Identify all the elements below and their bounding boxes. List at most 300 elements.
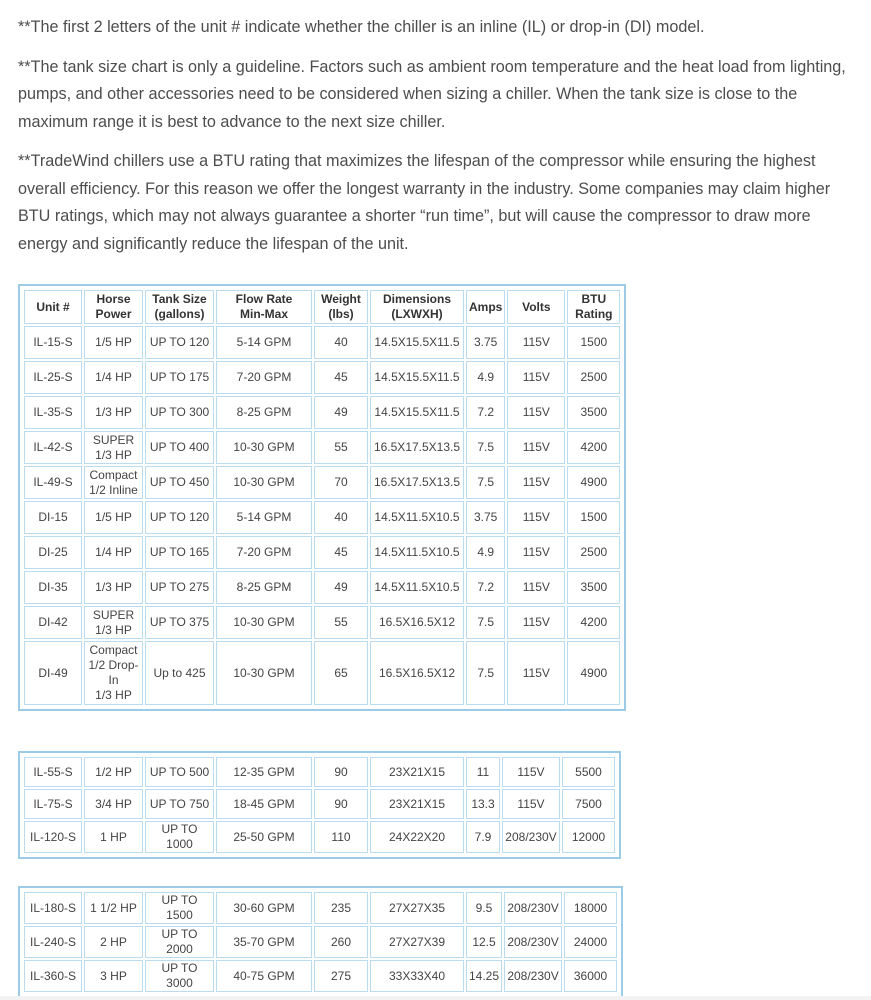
header-volts-text: Volts xyxy=(522,299,551,314)
cell-amps xyxy=(466,431,505,464)
header-horse-power-text: Power xyxy=(95,307,132,321)
cell-amps-text: 7.2 xyxy=(477,580,495,594)
table-row xyxy=(24,789,615,819)
cell-unit xyxy=(24,361,82,394)
cell-unit xyxy=(24,326,82,359)
cell-tank-size-text: UP TO 275 xyxy=(149,580,210,594)
cell-dimensions-text: 16.5X17.5X13.5 xyxy=(373,440,461,454)
cell-tank-size-text: UP TO 165 xyxy=(149,545,210,559)
cell-amps xyxy=(466,960,502,992)
cell-dimensions xyxy=(370,757,464,787)
cell-dimensions-text: 16.5X16.5X12 xyxy=(378,665,456,680)
cell-flow-rate-text: 10-30 GPM xyxy=(233,475,295,489)
cell-tank-size-text: UP TO 450 xyxy=(149,475,210,489)
header-btu-rating-text: BTU xyxy=(581,292,607,306)
cell-weight xyxy=(314,536,368,569)
cell-volts xyxy=(507,571,565,604)
cell-unit-text: DI-42 xyxy=(38,615,68,629)
cell-horse-power-text: 2 HP xyxy=(100,934,127,949)
cell-flow-rate xyxy=(216,960,312,992)
chiller-table-medium xyxy=(18,751,621,859)
cell-btu-rating-text: 1500 xyxy=(580,510,608,524)
cell-unit-text: IL-240-S xyxy=(29,934,77,949)
cell-btu-rating-text: 3500 xyxy=(580,580,608,594)
header-unit xyxy=(24,290,82,324)
cell-flow-rate xyxy=(216,326,312,359)
cell-flow-rate-text: 5-14 GPM xyxy=(236,335,292,349)
cell-amps xyxy=(466,536,505,569)
cell-dimensions xyxy=(370,536,464,569)
table-row xyxy=(24,361,620,394)
cell-weight xyxy=(314,571,368,604)
cell-amps xyxy=(466,892,502,924)
cell-flow-rate-text: 10-30 GPM xyxy=(233,615,295,629)
cell-dimensions xyxy=(370,501,464,534)
cell-flow-rate-text: 7-20 GPM xyxy=(236,545,292,559)
header-unit-text: Unit # xyxy=(36,299,70,314)
cell-weight xyxy=(314,926,368,958)
cell-horse-power xyxy=(84,326,143,359)
cell-amps-text: 7.9 xyxy=(474,829,492,844)
header-weight-text: Weight xyxy=(321,292,361,306)
spec-table-1 xyxy=(22,288,622,707)
cell-dimensions-text: 14.5X11.5X10.5 xyxy=(374,545,460,559)
cell-horse-power-text: Compact xyxy=(89,643,138,657)
header-flow-rate-text: Min-Max xyxy=(240,307,288,321)
cell-dimensions-text: 14.5X11.5X10.5 xyxy=(374,580,460,594)
cell-dimensions xyxy=(370,821,464,853)
cell-dimensions-text: 14.5X15.5X11.5 xyxy=(374,335,460,349)
cell-weight xyxy=(314,606,368,639)
cell-weight-text: 70 xyxy=(334,475,348,489)
cell-horse-power xyxy=(84,501,143,534)
cell-amps-text: 7.2 xyxy=(477,405,495,419)
table-row xyxy=(24,757,615,787)
cell-horse-power-text: 1/3 HP xyxy=(95,688,132,702)
cell-volts-text: 115V xyxy=(522,665,550,680)
cell-btu-rating-text: 36000 xyxy=(573,968,608,983)
cell-btu-rating-text: 12000 xyxy=(571,829,606,844)
cell-volts-text: 115V xyxy=(522,510,550,524)
cell-amps-text: 14.25 xyxy=(469,968,500,983)
cell-amps-text: 7.5 xyxy=(477,615,495,629)
cell-weight xyxy=(314,892,368,924)
cell-amps xyxy=(466,361,505,394)
cell-amps xyxy=(466,821,500,853)
cell-btu-rating xyxy=(567,396,620,429)
cell-amps-text: 4.9 xyxy=(477,545,495,559)
cell-dimensions xyxy=(370,571,464,604)
cell-dimensions xyxy=(370,789,464,819)
header-btu-rating-text: Rating xyxy=(575,307,613,321)
cell-weight xyxy=(314,757,368,787)
cell-weight-text: 49 xyxy=(334,580,348,594)
cell-amps xyxy=(466,396,505,429)
note-tank-size: **The tank size chart is only a guideline. Factors such as ambient room temperature and the heat load from lighting, pumps, and other accessories need to be considered when sizing a chiller. When the tank size is close to the maximum range it is best to advance to the next size chiller. xyxy=(18,57,846,131)
cell-horse-power xyxy=(84,926,143,958)
header-tank-size-text: Tank Size xyxy=(152,292,207,306)
cell-weight-text: 110 xyxy=(331,829,351,844)
cell-horse-power xyxy=(84,757,143,787)
cell-tank-size-text: UP TO 300 xyxy=(149,405,210,419)
cell-unit-text: IL-120-S xyxy=(29,829,77,844)
spec-table-3 xyxy=(22,890,619,994)
cell-volts xyxy=(507,361,565,394)
cell-weight xyxy=(314,361,368,394)
cell-flow-rate-text: 30-60 GPM xyxy=(233,900,295,915)
header-volts xyxy=(507,290,565,324)
cell-unit xyxy=(24,571,82,604)
cell-unit xyxy=(24,466,82,499)
cell-dimensions xyxy=(370,466,464,499)
cell-tank-size xyxy=(145,926,214,958)
cell-horse-power xyxy=(84,641,143,705)
cell-btu-rating-text: 7500 xyxy=(575,796,602,811)
cell-horse-power xyxy=(84,466,143,499)
cell-weight xyxy=(314,466,368,499)
cell-dimensions-text: 16.5X16.5X12 xyxy=(378,615,456,629)
header-flow-rate xyxy=(216,290,312,324)
cell-flow-rate-text: 7-20 GPM xyxy=(236,370,292,384)
cell-weight-text: 90 xyxy=(334,764,348,779)
cell-btu-rating xyxy=(567,431,620,464)
cell-amps xyxy=(466,326,505,359)
table-row xyxy=(24,396,620,429)
cell-unit xyxy=(24,536,82,569)
cell-volts-text: 115V xyxy=(522,405,550,419)
cell-amps xyxy=(466,571,505,604)
cell-flow-rate-text: 18-45 GPM xyxy=(233,796,295,811)
cell-dimensions xyxy=(370,926,464,958)
cell-flow-rate xyxy=(216,789,312,819)
notes-section xyxy=(18,14,848,270)
cell-horse-power-text: 1/2 Drop- xyxy=(88,658,139,672)
cell-amps xyxy=(466,606,505,639)
table-row xyxy=(24,641,620,705)
cell-flow-rate-text: 8-25 GPM xyxy=(236,580,292,594)
chiller-table-small xyxy=(18,284,626,711)
cell-tank-size xyxy=(145,396,214,429)
header-flow-rate-text: Flow Rate xyxy=(235,292,293,306)
table-row xyxy=(24,821,615,853)
cell-amps-text: 7.5 xyxy=(477,440,495,454)
cell-flow-rate xyxy=(216,466,312,499)
cell-horse-power-text: 1/4 HP xyxy=(95,370,132,384)
table-row xyxy=(24,536,620,569)
cell-btu-rating-text: 3500 xyxy=(580,405,608,419)
note-unit-prefix: **The first 2 letters of the unit # indicate whether the chiller is an inline (IL) or drop-in (DI) model. xyxy=(18,18,705,36)
cell-volts-text: 115V xyxy=(522,615,550,629)
cell-unit xyxy=(24,641,82,705)
cell-volts xyxy=(502,821,560,853)
cell-tank-size-text: UP TO 2000 xyxy=(161,927,198,956)
cell-tank-size xyxy=(145,789,214,819)
cell-tank-size xyxy=(145,571,214,604)
page-bottom-divider xyxy=(0,996,871,1000)
cell-unit xyxy=(24,821,82,853)
cell-btu-rating-text: 2500 xyxy=(580,370,608,384)
cell-tank-size xyxy=(145,821,214,853)
cell-tank-size xyxy=(145,892,214,924)
cell-dimensions-text: 14.5X11.5X10.5 xyxy=(374,510,460,524)
cell-volts xyxy=(504,960,562,992)
cell-unit-text: IL-55-S xyxy=(33,764,73,779)
cell-tank-size-text: UP TO 375 xyxy=(149,615,210,629)
spec-table-2 xyxy=(22,755,617,855)
cell-tank-size xyxy=(145,641,214,705)
cell-amps-text: 3.75 xyxy=(473,510,498,524)
cell-weight-text: 45 xyxy=(334,545,348,559)
cell-tank-size xyxy=(145,431,214,464)
cell-btu-rating xyxy=(567,606,620,639)
cell-amps xyxy=(466,466,505,499)
cell-tank-size-text: UP TO 1500 xyxy=(161,893,198,922)
cell-unit xyxy=(24,757,82,787)
cell-btu-rating-text: 2500 xyxy=(580,545,608,559)
cell-flow-rate xyxy=(216,926,312,958)
cell-weight-text: 55 xyxy=(334,615,348,629)
cell-btu-rating-text: 4200 xyxy=(580,440,608,454)
note-btu-rating: **TradeWind chillers use a BTU rating that maximizes the lifespan of the compressor while ensuring the highest overall efficiency. For this reason we offer the longest warranty in the industry. Some companies may claim higher BTU ratings, which may not always guarantee a shorter “run time”, but will cause the compressor to draw more energy and significantly reduce the lifespan of the unit. xyxy=(18,152,831,253)
cell-amps xyxy=(466,501,505,534)
cell-btu-rating-text: 4900 xyxy=(580,665,608,680)
cell-horse-power-text: 1/3 HP xyxy=(95,447,132,462)
table-row xyxy=(24,571,620,604)
cell-tank-size-text: UP TO 3000 xyxy=(161,961,198,990)
header-horse-power-text: Horse xyxy=(96,292,131,306)
cell-volts-text: 115V xyxy=(522,545,550,559)
cell-tank-size-text: UP TO 500 xyxy=(149,764,210,779)
cell-dimensions-text: 27X27X35 xyxy=(388,900,446,915)
cell-horse-power-text: 3 HP xyxy=(100,968,127,983)
cell-unit-text: IL-35-S xyxy=(33,405,73,419)
cell-volts xyxy=(507,641,565,705)
cell-volts xyxy=(507,466,565,499)
cell-horse-power xyxy=(84,789,143,819)
cell-btu-rating-text: 4200 xyxy=(580,615,608,629)
cell-volts-text: 115V xyxy=(522,335,550,349)
cell-dimensions-text: 27X27X39 xyxy=(388,934,446,949)
cell-volts xyxy=(504,892,562,924)
cell-amps-text: 12.5 xyxy=(472,934,496,949)
cell-dimensions xyxy=(370,892,464,924)
cell-weight xyxy=(314,326,368,359)
cell-dimensions-text: 14.5X15.5X11.5 xyxy=(374,370,460,384)
cell-unit-text: IL-180-S xyxy=(29,900,77,915)
cell-flow-rate xyxy=(216,606,312,639)
cell-unit-text: IL-75-S xyxy=(33,796,73,811)
cell-tank-size xyxy=(145,326,214,359)
table-row xyxy=(24,926,617,958)
cell-horse-power-text: 1/3 HP xyxy=(95,580,132,594)
cell-weight-text: 235 xyxy=(330,900,352,915)
cell-flow-rate xyxy=(216,757,312,787)
cell-amps-text: 11 xyxy=(476,764,490,779)
cell-volts-text: 115V xyxy=(517,764,545,779)
cell-unit xyxy=(24,501,82,534)
cell-horse-power-text: 1/2 HP xyxy=(95,764,132,779)
cell-dimensions xyxy=(370,361,464,394)
table-row xyxy=(24,892,617,924)
cell-amps xyxy=(466,926,502,958)
cell-horse-power-text: SUPER xyxy=(92,432,135,447)
cell-horse-power-text: 1/4 HP xyxy=(95,545,132,559)
cell-volts xyxy=(507,501,565,534)
cell-volts-text: 115V xyxy=(522,475,550,489)
cell-dimensions-text: 23X21X15 xyxy=(388,796,446,811)
cell-tank-size xyxy=(145,501,214,534)
cell-volts xyxy=(502,789,560,819)
cell-horse-power-text: Compact xyxy=(89,467,138,482)
cell-tank-size-text: UP TO 120 xyxy=(149,510,210,524)
header-dimensions-text: (LXWXH) xyxy=(391,307,443,321)
header-weight-text: (lbs) xyxy=(328,307,354,321)
cell-weight-text: 40 xyxy=(334,510,348,524)
cell-unit-text: IL-15-S xyxy=(33,335,73,349)
cell-weight xyxy=(314,501,368,534)
cell-tank-size-text: UP TO 400 xyxy=(149,440,210,454)
cell-dimensions xyxy=(370,431,464,464)
cell-unit-text: DI-15 xyxy=(38,510,68,524)
cell-btu-rating-text: 18000 xyxy=(573,900,608,915)
cell-tank-size-text: UP TO 1000 xyxy=(161,822,198,851)
cell-volts-text: 208/230V xyxy=(507,968,559,983)
cell-amps-text: 7.5 xyxy=(477,665,495,680)
cell-amps-text: 9.5 xyxy=(475,900,493,915)
header-btu-rating xyxy=(567,290,620,324)
cell-volts-text: 208/230V xyxy=(507,934,559,949)
header-amps-text: Amps xyxy=(469,299,503,314)
header-weight xyxy=(314,290,368,324)
cell-horse-power xyxy=(84,960,143,992)
cell-volts xyxy=(507,606,565,639)
cell-dimensions-text: 16.5X17.5X13.5 xyxy=(373,475,461,489)
cell-weight xyxy=(314,821,368,853)
cell-tank-size-text: UP TO 175 xyxy=(149,370,210,384)
cell-weight-text: 260 xyxy=(330,934,352,949)
cell-tank-size-text: Up to 425 xyxy=(153,665,206,680)
cell-tank-size xyxy=(145,606,214,639)
cell-weight xyxy=(314,641,368,705)
cell-flow-rate-text: 8-25 GPM xyxy=(236,405,292,419)
cell-btu-rating-text: 24000 xyxy=(573,934,608,949)
cell-btu-rating xyxy=(567,501,620,534)
cell-flow-rate xyxy=(216,536,312,569)
cell-btu-rating xyxy=(562,757,615,787)
cell-tank-size xyxy=(145,466,214,499)
cell-dimensions xyxy=(370,606,464,639)
cell-tank-size xyxy=(145,361,214,394)
cell-tank-size xyxy=(145,757,214,787)
cell-amps xyxy=(466,757,500,787)
cell-dimensions-text: 23X21X15 xyxy=(388,764,446,779)
cell-horse-power xyxy=(84,606,143,639)
cell-btu-rating-text: 1500 xyxy=(580,335,608,349)
cell-unit-text: IL-25-S xyxy=(33,370,73,384)
cell-btu-rating xyxy=(567,361,620,394)
cell-volts xyxy=(504,926,562,958)
cell-flow-rate-text: 12-35 GPM xyxy=(233,764,295,779)
header-amps xyxy=(466,290,505,324)
cell-flow-rate xyxy=(216,361,312,394)
cell-horse-power xyxy=(84,431,143,464)
cell-horse-power-text: 1 HP xyxy=(100,829,127,844)
cell-flow-rate-text: 35-70 GPM xyxy=(233,934,295,949)
cell-amps xyxy=(466,641,505,705)
cell-dimensions-text: 33X33X40 xyxy=(388,968,446,983)
cell-horse-power xyxy=(84,571,143,604)
cell-btu-rating xyxy=(567,571,620,604)
header-tank-size xyxy=(145,290,214,324)
cell-dimensions xyxy=(370,396,464,429)
header-dimensions xyxy=(370,290,464,324)
cell-btu-rating xyxy=(562,789,615,819)
cell-btu-rating xyxy=(564,892,617,924)
cell-dimensions-text: 14.5X15.5X11.5 xyxy=(374,405,460,419)
cell-volts-text: 115V xyxy=(522,440,550,454)
cell-unit xyxy=(24,960,82,992)
header-dimensions-text: Dimensions xyxy=(382,292,451,306)
cell-flow-rate-text: 5-14 GPM xyxy=(236,510,292,524)
cell-amps-text: 3.75 xyxy=(473,335,498,349)
cell-btu-rating xyxy=(564,960,617,992)
cell-horse-power xyxy=(84,821,143,853)
cell-horse-power-text: 1/5 HP xyxy=(95,510,132,524)
cell-flow-rate-text: 10-30 GPM xyxy=(233,440,295,454)
cell-horse-power xyxy=(84,892,143,924)
cell-unit xyxy=(24,892,82,924)
cell-volts-text: 208/230V xyxy=(507,900,559,915)
cell-btu-rating xyxy=(567,641,620,705)
cell-tank-size-text: UP TO 750 xyxy=(149,796,210,811)
cell-amps-text: 7.5 xyxy=(477,475,495,489)
cell-weight-text: 49 xyxy=(334,405,348,419)
cell-weight-text: 275 xyxy=(330,968,352,983)
cell-unit-text: IL-360-S xyxy=(29,968,77,983)
cell-weight xyxy=(314,960,368,992)
cell-tank-size xyxy=(145,960,214,992)
cell-horse-power-text: 1/3 HP xyxy=(95,622,132,637)
cell-weight-text: 45 xyxy=(334,370,348,384)
cell-horse-power xyxy=(84,361,143,394)
cell-weight xyxy=(314,396,368,429)
table-row xyxy=(24,501,620,534)
cell-btu-rating-text: 5500 xyxy=(575,764,602,779)
cell-horse-power-text: 1/2 Inline xyxy=(89,482,138,497)
cell-horse-power xyxy=(84,536,143,569)
cell-dimensions xyxy=(370,326,464,359)
cell-volts-text: 115V xyxy=(522,370,550,384)
cell-flow-rate xyxy=(216,431,312,464)
cell-volts-text: 115V xyxy=(517,796,545,811)
cell-btu-rating xyxy=(564,926,617,958)
cell-unit xyxy=(24,431,82,464)
table-row xyxy=(24,960,617,992)
cell-btu-rating-text: 4900 xyxy=(580,475,608,489)
cell-tank-size-text: UP TO 120 xyxy=(149,335,210,349)
cell-flow-rate xyxy=(216,571,312,604)
cell-tank-size xyxy=(145,536,214,569)
cell-dimensions xyxy=(370,960,464,992)
cell-volts xyxy=(502,757,560,787)
cell-amps-text: 13.3 xyxy=(471,796,495,811)
cell-volts xyxy=(507,431,565,464)
cell-btu-rating xyxy=(567,536,620,569)
cell-volts xyxy=(507,326,565,359)
cell-volts xyxy=(507,396,565,429)
table-row xyxy=(24,606,620,639)
cell-btu-rating xyxy=(567,326,620,359)
